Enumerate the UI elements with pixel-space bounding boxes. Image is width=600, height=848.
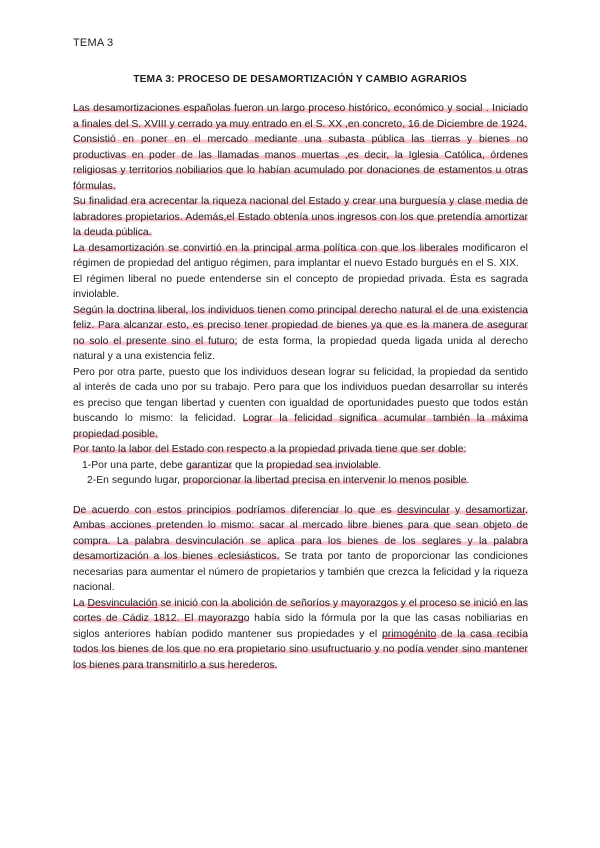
text-p9-f: Se trata por tanto de proporcionar las condiciones necesarias para aumentar el número de propietarios y también que crezca la felicidad y la riqueza nacional. bbox=[73, 551, 528, 593]
underlined-desvinculacion: Desvinculación bbox=[87, 597, 158, 609]
paragraph-5 bbox=[73, 272, 528, 303]
highlight-proporcionar: proporcionar la libertad precisa en intervenir lo menos posible bbox=[182, 475, 467, 486]
highlight-p10-f: de la casa recibía todos los bienes de los que no era propietario sino usufructuario y no podía vender sino mantener los bienes para transmitirlo a sus herederos. bbox=[73, 628, 529, 671]
underlined-desvincular: desvincular bbox=[397, 504, 450, 516]
list-item-1-text: 1-Por una parte, debe bbox=[82, 459, 186, 471]
text-p4: modificaron el régimen de propiedad del antiguo régimen, para implantar el nuevo Estado burgués en el S. XIX. bbox=[73, 242, 528, 269]
paragraph-7 bbox=[73, 365, 528, 443]
list-item-1-text-3: . bbox=[378, 459, 382, 471]
list-item-1 bbox=[82, 458, 528, 474]
highlight-p6: Según la doctrina liberal, los individuos tienen como principal derecho natural el de una existencia feliz. Para alcanzar esto, es preciso tener propiedad de bienes ya que es la manera de asegurar no solo el presente sino el futuro; bbox=[73, 304, 528, 347]
page-header: TEMA 3 bbox=[73, 37, 114, 49]
text-p10-d: había sido la fórmula por la que las casas nobiliarias en siglos anteriores habían podido mantener sus propiedades y el bbox=[73, 613, 529, 640]
list-item-1-text-2: que la bbox=[232, 459, 267, 471]
paragraph-6 bbox=[73, 303, 528, 365]
highlight-p9-c: y bbox=[449, 504, 466, 516]
page-title: TEMA 3: PROCESO DE DESAMORTIZACIÓN Y CAMBIO AGRARIOS bbox=[133, 74, 467, 85]
highlight-p8: Por tanto la labor del Estado con respecto a la propiedad privada tiene que ser doble: bbox=[73, 444, 467, 455]
highlight-p9-e: . Ambas acciones pretenden lo mismo: sacar al mercado libre bienes para que sean objeto de compra. La palabra desvinculación se aplica para los bienes de los seglares y la palabra desamortización a los bienes eclesiásticos. bbox=[73, 504, 528, 562]
highlight-p10-a: La bbox=[73, 597, 88, 609]
paragraph-3 bbox=[73, 194, 528, 241]
highlight-p2: Consistió en poner en el mercado mediante una subasta pública las tierras y bienes no productivas en poder de las llamadas manos muertas ,es decir, la Iglesia Católica, órdenes religiosas y territorios nobiliarios que lo habían acumulado por donaciones de estamentos u otras fórmulas. bbox=[73, 134, 528, 192]
paragraph-9 bbox=[73, 503, 528, 596]
highlight-p7: Lograr la felicidad significa acumular también la máxima propiedad posible. bbox=[73, 413, 528, 440]
text-p6: de esta forma, la propiedad queda ligada unida al derecho natural y a una existencia feliz. bbox=[73, 335, 528, 362]
highlight-garantizar: garantizar bbox=[185, 459, 233, 471]
paragraph-10 bbox=[73, 596, 528, 674]
highlight-p3: Su finalidad era acrecentar la riqueza nacional del Estado y crear una burguesía y clase media de labradores propietarios. Además,el Estado obtenía unos ingresos con los que pretendía amortizar la deuda pública. bbox=[73, 196, 528, 238]
highlight-p9-a: De acuerdo con estos principios podríamos diferenciar lo que es bbox=[73, 504, 398, 516]
list-item-2-text-2: . bbox=[466, 475, 470, 486]
list-item-2 bbox=[87, 473, 528, 489]
paragraph-1 bbox=[73, 101, 528, 132]
document-body bbox=[73, 101, 528, 673]
underlined-desamortizar: desamortizar bbox=[465, 504, 526, 516]
highlight-p1: Las desamortizaciones españolas fueron un largo proceso histórico, económico y social . Iniciado a finales del S. XVIII y cerrado ya muy entrado en el S. XX ,en concreto, 16 de Diciembre de 1924. bbox=[73, 103, 528, 130]
text-p7: Pero por otra parte, puesto que los individuos desean lograr su felicidad, la propiedad da sentido al interés de cada uno por su trabajo. Pero para que los individuos puedan desarrollar su interés es preciso que tengan libertad y cuenten con igualdad de oportunidades puesto que todos están buscando lo mismo: la felicidad. bbox=[73, 366, 528, 424]
paragraph-2 bbox=[73, 132, 528, 194]
list-item-2-text: 2-En segundo lugar, bbox=[87, 475, 183, 486]
highlight-p4: La desamortización se convirtió en la principal arma política con que los liberales bbox=[73, 242, 459, 254]
highlight-inviolable: propiedad sea inviolable bbox=[266, 459, 379, 471]
text-p5: El régimen liberal no puede entenderse sin el concepto de propiedad privada. Ésta es sagrada inviolable. bbox=[73, 273, 528, 300]
paragraph-4 bbox=[73, 241, 528, 272]
highlight-p10-c: se inició con la abolición de señoríos y mayorazgos y el proceso se inició en las cortes de Cádiz 1812. El mayorazgo bbox=[73, 597, 529, 624]
paragraph-8 bbox=[73, 442, 528, 458]
underlined-primogenito: primogénito bbox=[381, 628, 437, 640]
